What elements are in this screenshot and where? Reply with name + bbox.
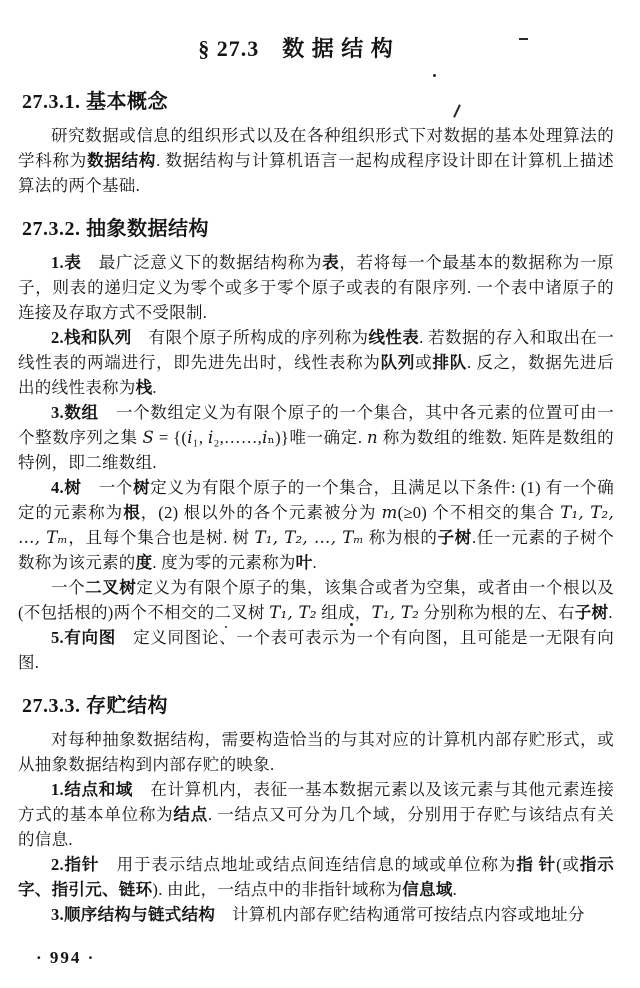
paragraph [18,475,614,575]
text-run: 用于表示结点地址或结点间连结信息的域或单位称为 [99,855,517,874]
text-run: 称为数组的维数. 矩阵是数组的特例，即二维数组. [18,428,614,472]
text-run: . [312,553,317,572]
paragraph [18,727,614,777]
paragraph [18,400,614,475]
math-var: i [187,428,193,447]
text-run: 在计算机内，表征一基本数据元素以及该元素与其他元素连接方式的基本单位称为 [18,780,614,824]
section-heading: 27.3.2. 抽象数据结构 [22,218,209,240]
math-var: i [262,428,268,447]
section-abstract-data-structures [18,212,614,675]
text-run: 或 [415,353,433,372]
text-run: ₂,……, [213,428,263,447]
section-body [18,727,614,927]
text-run: . 反之，数据先进后出的线性表称为 [18,353,614,397]
bold-term: 3.顺序结构与链式结构 [51,905,216,924]
text-run: 组成， [316,603,372,622]
scan-artifact [433,74,436,77]
math-var: T₁, T₂, …, Tₘ [254,528,364,547]
bold-term: 4.树 [51,478,82,497]
bold-term: 1.结点和域 [51,780,134,799]
text-run: . [152,378,157,397]
section-basic-concepts [18,85,614,198]
bold-term: 子树 [437,528,472,547]
text-run: ). 由此，一结点中的非指针域称为 [152,880,403,899]
bold-term: 信息域 [402,880,453,899]
bold-term: 线性表 [368,328,420,347]
section-body [18,123,614,198]
text-run: 一个数组定义为有限个原子的一个集合，其中各元素的位置可由一个整数序列之集 [18,403,615,447]
bold-term: 结点 [173,805,208,824]
text-run: . 若数据的存入和取出在一线性表的两端进行，即先进先出时，线性表称为 [18,328,615,372]
text-run: . [452,880,458,899]
text-run: 称为根的 [363,528,438,547]
text-run: 有限个原子所构成的序列称为 [131,328,369,347]
math-var: i [208,428,214,447]
text-run: . 数据结构与计算机语言一起构成程序设计即在计算机上描述算法的两个基础. [18,151,614,195]
text-run: . 一结点又可分为几个域，分别用于存贮与该结点有关的信息. [18,805,614,849]
text-run: . [608,603,613,622]
bold-term: 根 [123,503,141,522]
paragraph [18,325,614,400]
bold-term: 5.有向图 [51,628,116,647]
text-run: 对每种抽象数据结构，需要构造恰当的与其对应的计算机内部存贮形式，或从抽象数据结构到内部存贮的映象. [18,730,614,774]
text-run: ₁, [192,428,208,447]
text-run: 一个 [51,578,86,597]
text-run: 一个 [81,478,134,497]
bold-term: 树 [133,478,151,497]
math-var: n [367,428,378,447]
text-run: = {( [154,428,188,447]
bold-term: 1.表 [51,253,82,272]
text-run: 定义同图论、一个表可表示为一个有向图，且可能是一无限有向图. [18,628,615,672]
text-run: (≥0) 个不相交的集合 [397,503,561,522]
bold-term: 指示字、指引元、链环 [18,855,614,899]
text-run: (或 [556,855,580,874]
bold-term: 子树 [574,603,609,622]
section-heading: 27.3.1. 基本概念 [22,91,168,113]
paragraph [18,575,614,625]
bold-term: 栈 [135,378,153,397]
bold-term: 表 [322,253,340,272]
section-storage-structures [18,689,614,927]
math-var: T₁, T₂ [269,603,317,622]
text-run: ₙ [267,428,276,447]
text-run: )}唯一确定. [275,428,368,447]
text-run: ，若将每一个最基本的数据称为一原子，则表的递归定义为零个或多于零个原子或表的有限序列. 一个表中诸原子的连接及存取方式不受限制. [18,253,614,322]
bold-term: 2.指针 [51,855,100,874]
paragraph [18,902,614,927]
math-var: S [142,428,155,447]
scan-artifact [350,623,353,626]
section-body [18,250,614,675]
text-run: .任一元素的子树个数称为该元素的 [18,528,614,572]
bold-term: 二叉树 [85,578,137,597]
section-heading: 27.3.3. 存贮结构 [22,695,168,717]
text-run: 定义为有限个原子的一个集合，且满足以下条件: (1) 有一个确定的元素称为 [18,478,615,522]
bold-term: 叶 [295,553,313,572]
text-run: 分别称为根的左、右 [419,603,575,622]
scan-artifact [225,626,227,628]
paragraph [18,123,614,198]
paragraph [18,250,614,325]
bold-term: 数据结构 [87,151,157,170]
bold-term: 指 针 [516,855,557,874]
paragraph [18,852,614,902]
bold-term: 度 [135,553,153,572]
page-title: § 27.3 数 据 结 构 [198,36,394,61]
math-var: m [381,503,398,522]
text-run: 定义为有限个原子的集，该集合或者为空集，或者由一个根以及(不包括根的)两个不相交的二叉树 [18,578,614,622]
paragraph [18,625,614,675]
math-var: T₁, T₂ [371,603,420,622]
bold-term: 2.栈和队列 [51,328,132,347]
page-number: · 994 · [36,948,96,967]
text-run: 计算机内部存贮结构通常可按结点内容或地址分 [215,905,585,924]
text-run: ，且每个集合也是树. 树 [68,528,255,547]
bold-term: 3.数组 [51,403,99,422]
text-run: . 度为零的元素称为 [152,553,296,572]
text-run: ，(2) 根以外的各个元素被分为 [140,503,382,522]
bold-term: 队列 [380,353,416,372]
math-var: T₁, T₂, …, Tₘ [18,503,614,547]
bold-term: 排队 [432,353,467,372]
paragraph [18,777,614,852]
text-run: 研究数据或信息的组织形式以及在各种组织形式下对数据的基本处理算法的学科称为 [18,126,614,170]
text-run: 最广泛意义下的数据结构称为 [81,253,323,272]
